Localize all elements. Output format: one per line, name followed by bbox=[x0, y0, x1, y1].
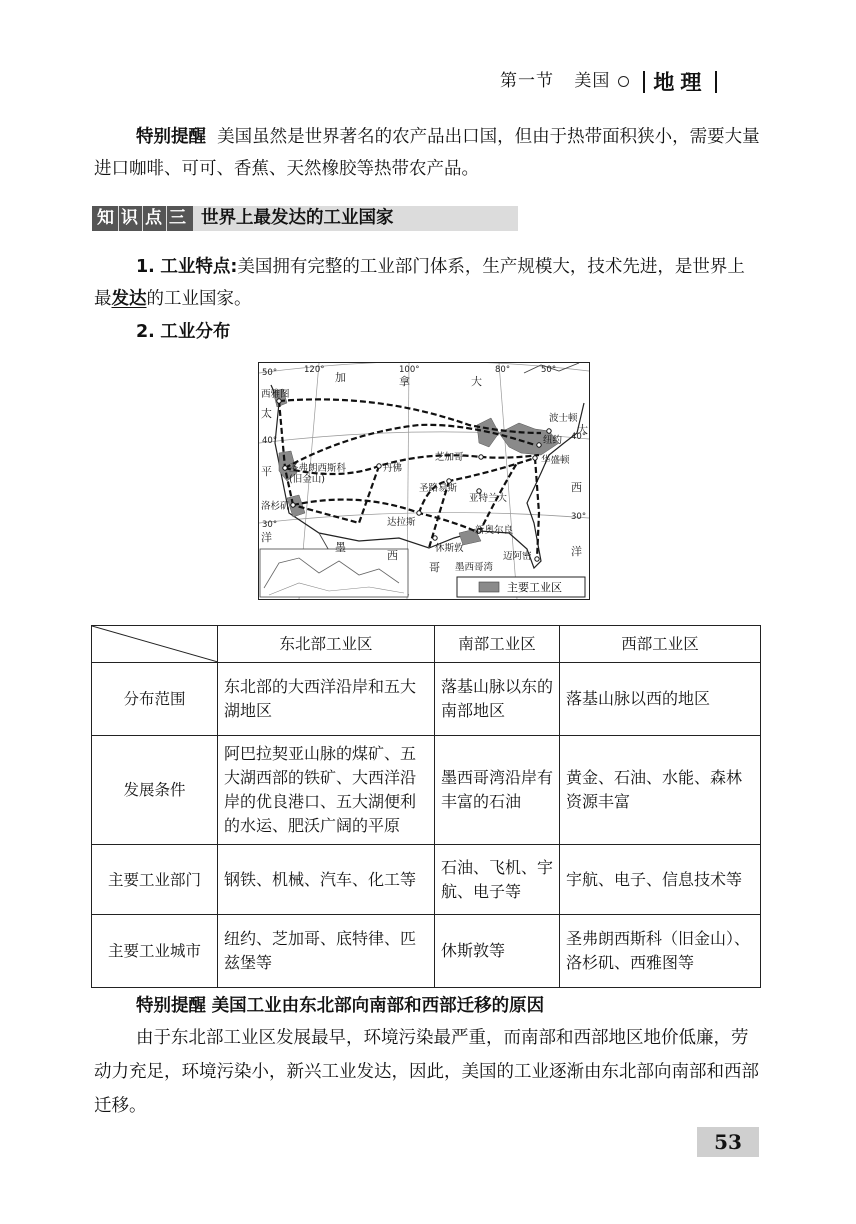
table-cell: 纽约、芝加哥、底特律、匹兹堡等 bbox=[218, 915, 435, 988]
svg-text:亚特兰大: 亚特兰大 bbox=[469, 493, 508, 504]
svg-text:丹佛: 丹佛 bbox=[383, 463, 403, 474]
svg-text:圣路易斯: 圣路易斯 bbox=[419, 483, 458, 494]
svg-text:40°: 40° bbox=[262, 436, 278, 446]
svg-text:100°: 100° bbox=[399, 365, 420, 375]
svg-text:达拉斯: 达拉斯 bbox=[387, 517, 416, 528]
table-cell: 钢铁、机械、汽车、化工等 bbox=[218, 845, 435, 915]
svg-text:大: 大 bbox=[577, 423, 588, 436]
svg-text:洋: 洋 bbox=[571, 545, 582, 558]
svg-text:太: 太 bbox=[261, 407, 272, 420]
svg-text:40°: 40° bbox=[571, 432, 587, 442]
table-row bbox=[92, 915, 761, 988]
svg-text:迈阿密: 迈阿密 bbox=[503, 551, 532, 562]
table-cell: 圣弗朗西斯科（旧金山）、洛杉矶、西雅图等 bbox=[560, 915, 761, 988]
svg-text:80°: 80° bbox=[495, 365, 511, 375]
subject-label: 地理 bbox=[653, 70, 708, 95]
column-header: 西部工业区 bbox=[560, 626, 761, 663]
note-label: 特别提醒 bbox=[136, 127, 206, 147]
svg-text:波士顿: 波士顿 bbox=[549, 413, 578, 424]
svg-text:休斯敦: 休斯敦 bbox=[435, 543, 464, 554]
svg-text:平: 平 bbox=[261, 465, 272, 478]
svg-text:50°: 50° bbox=[541, 365, 557, 375]
svg-text:芝加哥: 芝加哥 bbox=[435, 452, 464, 463]
svg-text:西雅图: 西雅图 bbox=[261, 389, 290, 400]
table-cell: 落基山脉以东的南部地区 bbox=[435, 663, 560, 736]
svg-text:新奥尔良: 新奥尔良 bbox=[475, 525, 514, 536]
svg-text:墨西哥湾: 墨西哥湾 bbox=[455, 562, 494, 573]
table-cell: 黄金、石油、水能、森林资源丰富 bbox=[560, 736, 761, 845]
column-header: 东北部工业区 bbox=[218, 626, 435, 663]
section-label: 第一节 bbox=[500, 71, 554, 91]
svg-text:50°: 50° bbox=[262, 368, 278, 378]
page-number: 53 bbox=[697, 1127, 759, 1157]
note-heading bbox=[94, 990, 762, 1022]
table-header-row bbox=[92, 626, 761, 663]
industry-regions-table bbox=[91, 625, 761, 988]
topic-label: 美国 bbox=[574, 71, 611, 91]
legend-swatch bbox=[479, 582, 499, 592]
svg-text:西: 西 bbox=[387, 549, 398, 562]
row-header: 分布范围 bbox=[92, 663, 218, 736]
svg-text:洋: 洋 bbox=[261, 531, 272, 544]
svg-text:大: 大 bbox=[471, 375, 482, 388]
industry-features-paragraph: 1. 工业特点:美国拥有完整的工业部门体系，生产规模大，技术先进，是世界上最发达的工业国家。 bbox=[94, 257, 745, 309]
item-text-end: 的工业国家。 bbox=[146, 289, 252, 309]
table-cell: 休斯敦等 bbox=[435, 915, 560, 988]
note-text: 由于东北部工业区发展最早，环境污染最严重，而南部和西部地区地价低廉，劳动力充足，环境污染小，新兴工业发达，因此，美国的工业逐渐由东北部向南部和西部迁移。 bbox=[94, 1028, 759, 1116]
svg-text:墨: 墨 bbox=[335, 541, 346, 554]
item-number: 1. bbox=[136, 257, 155, 277]
row-header: 发展条件 bbox=[92, 736, 218, 845]
svg-text:纽约: 纽约 bbox=[543, 435, 563, 446]
table-cell: 宇航、电子、信息技术等 bbox=[560, 845, 761, 915]
industry-distribution-heading bbox=[94, 316, 762, 348]
item-text: 美国拥有完整的工业部门体系，生产规模大，技术先进，是世界上最 bbox=[94, 257, 745, 309]
table-row bbox=[92, 736, 761, 845]
table-row bbox=[92, 845, 761, 915]
column-header: 南部工业区 bbox=[435, 626, 560, 663]
note-paragraph bbox=[94, 1021, 762, 1123]
svg-text:西: 西 bbox=[571, 481, 582, 494]
svg-text:30°: 30° bbox=[262, 520, 278, 530]
diagonal-corner-cell bbox=[92, 626, 218, 663]
table-cell: 石油、飞机、宇航、电子等 bbox=[435, 845, 560, 915]
circle-icon bbox=[618, 76, 629, 87]
divider bbox=[643, 71, 645, 93]
svg-text:30°: 30° bbox=[571, 512, 587, 522]
item-label: 工业特点 bbox=[160, 257, 231, 277]
svg-text:洛杉矶: 洛杉矶 bbox=[261, 501, 290, 512]
svg-text:拿: 拿 bbox=[399, 375, 410, 388]
svg-text:加: 加 bbox=[335, 371, 346, 384]
note-label: 特别提醒 bbox=[136, 996, 206, 1016]
row-header: 主要工业城市 bbox=[92, 915, 218, 988]
us-industry-map bbox=[258, 362, 590, 600]
svg-text:120°: 120° bbox=[304, 365, 325, 375]
section-tag: 知 识 点 三 bbox=[92, 206, 193, 231]
svg-text:华盛顿: 华盛顿 bbox=[541, 455, 570, 466]
table-cell: 东北部的大西洋沿岸和五大湖地区 bbox=[218, 663, 435, 736]
section-banner bbox=[92, 206, 518, 231]
table-cell: 落基山脉以西的地区 bbox=[560, 663, 761, 736]
legend-label: 主要工业区 bbox=[507, 581, 562, 594]
note-paragraph bbox=[94, 121, 762, 185]
svg-text:(旧金山): (旧金山) bbox=[289, 474, 325, 485]
divider bbox=[715, 71, 717, 93]
table-cell: 墨西哥湾沿岸有丰富的石油 bbox=[435, 736, 560, 845]
table-cell: 阿巴拉契亚山脉的煤矿、五大湖西部的铁矿、大西洋沿岸的优良港口、五大湖便利的水运、肥沃广阔的平原 bbox=[218, 736, 435, 845]
highlight-word: 发达 bbox=[111, 289, 147, 309]
row-header: 主要工业部门 bbox=[92, 845, 218, 915]
svg-text:哥: 哥 bbox=[429, 561, 440, 574]
section-title: 世界上最发达的工业国家 bbox=[201, 208, 394, 228]
note-text: 美国虽然是世界著名的农产品出口国，但由于热带面积狭小，需要大量进口咖啡、可可、香蕉、天然橡胶等热带农产品。 bbox=[94, 127, 760, 179]
svg-text:圣弗朗西斯科: 圣弗朗西斯科 bbox=[289, 463, 347, 474]
item-label: 工业分布 bbox=[160, 322, 231, 342]
table-row bbox=[92, 663, 761, 736]
item-number: 2. bbox=[136, 322, 155, 342]
note-title: 美国工业由东北部向南部和西部迁移的原因 bbox=[211, 996, 545, 1016]
running-header bbox=[500, 66, 725, 97]
